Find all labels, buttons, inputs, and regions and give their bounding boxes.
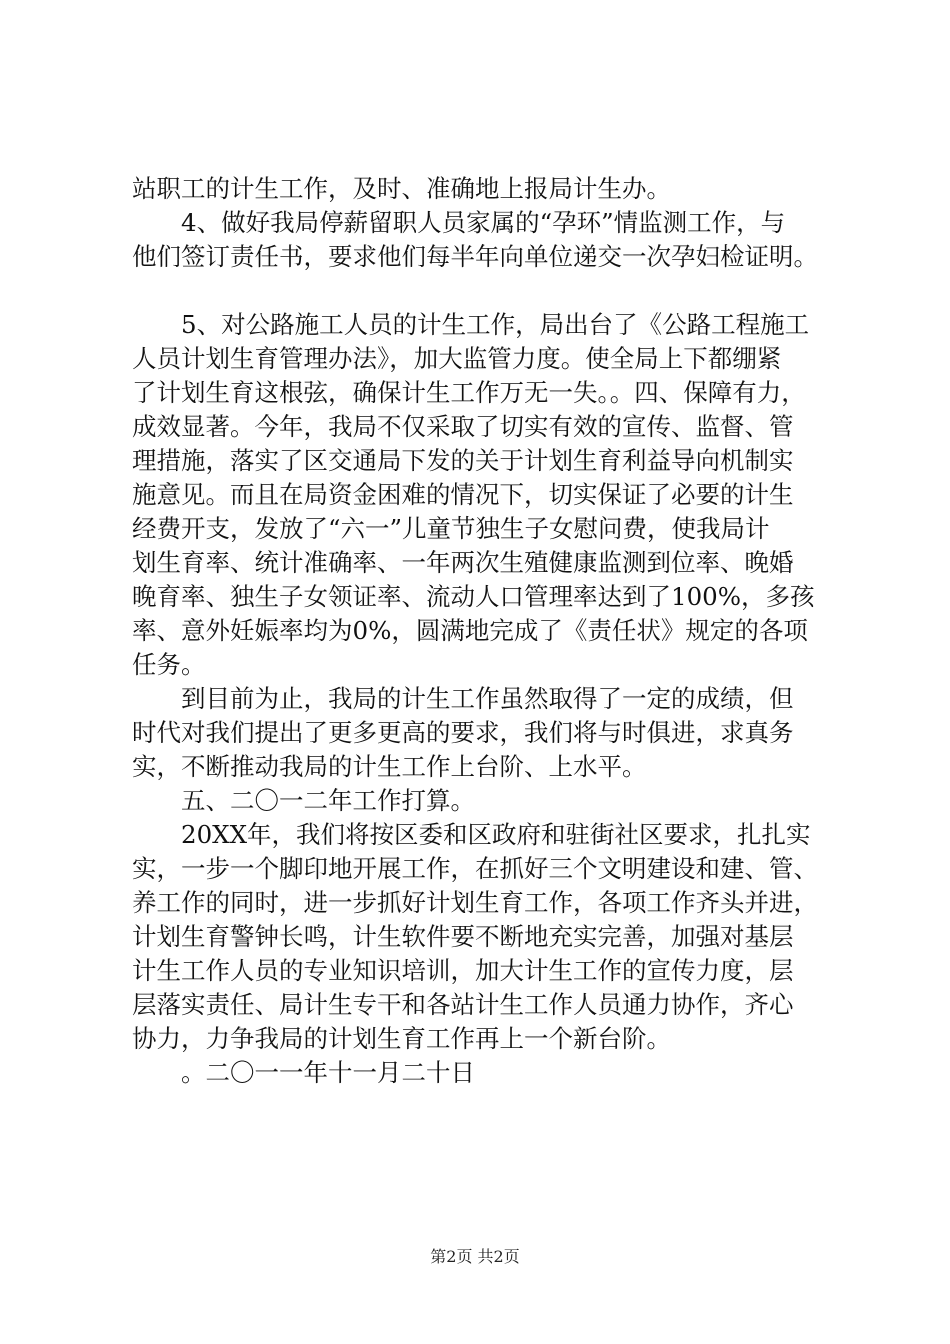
document-body bbox=[132, 172, 850, 1090]
text-line: 了计划生育这根弦，确保计生工作万无一失。。四、保障有力， bbox=[132, 378, 806, 407]
paragraph-item-4-start: 4、做好我局停薪留职人员家属的“孕环”情监测工作，与 bbox=[181, 208, 786, 237]
text-line: 任务。 bbox=[132, 650, 206, 679]
text-line: 时代对我们提出了更多更高的要求，我们将与时俱进，求真务 bbox=[132, 718, 794, 747]
text-line: 率、意外妊娠率均为0%，圆满地完成了《责任状》规定的各项 bbox=[132, 616, 808, 645]
text-line: 晚育率、独生子女领证率、流动人口管理率达到了100%，多孩 bbox=[132, 582, 815, 611]
text-line: 经费开支，发放了“六一”儿童节独生子女慰问费，使我局计 bbox=[132, 514, 770, 543]
text-line: 实，不断推动我局的计生工作上台阶、上水平。 bbox=[132, 752, 647, 781]
text-line: 成效显著。今年，我局不仅采取了切实有效的宣传、监督、管 bbox=[132, 412, 794, 441]
text-line: 站职工的计生工作，及时、准确地上报局计生办。 bbox=[132, 174, 671, 203]
section-heading-plan: 五、二〇一二年工作打算。 bbox=[181, 786, 475, 815]
document-date: 。二〇一一年十一月二十日 bbox=[181, 1058, 475, 1087]
text-line: 人员计划生育管理办法》，加大监管力度。使全局上下都绷紧 bbox=[132, 344, 782, 373]
paragraph-plan-start: 20XX年，我们将按区委和区政府和驻街社区要求，扎扎实 bbox=[181, 820, 811, 849]
text-line: 施意见。而且在局资金困难的情况下，切实保证了必要的计生 bbox=[132, 480, 794, 509]
text-line: 他们签订责任书，要求他们每半年向单位递交一次孕妇检证明。 bbox=[132, 242, 818, 271]
paragraph-summary-start: 到目前为止，我局的计生工作虽然取得了一定的成绩，但 bbox=[181, 684, 794, 713]
text-line: 协力，力争我局的计划生育工作再上一个新台阶。 bbox=[132, 1024, 671, 1053]
text-line: 计生工作人员的专业知识培训，加大计生工作的宣传力度，层 bbox=[132, 956, 794, 985]
text-line: 实，一步一个脚印地开展工作，在抓好三个文明建设和建、管、 bbox=[132, 854, 818, 883]
text-line: 养工作的同时，进一步抓好计划生育工作，各项工作齐头并进， bbox=[132, 888, 818, 917]
paragraph-gap bbox=[132, 274, 850, 308]
page-number-footer: 第2页 共2页 bbox=[430, 1247, 520, 1266]
text-line: 划生育率、统计准确率、一年两次生殖健康监测到位率、晚婚 bbox=[132, 548, 794, 577]
text-line: 计划生育警钟长鸣，计生软件要不断地充实完善，加强对基层 bbox=[132, 922, 794, 951]
text-line: 层落实责任、局计生专干和各站计生工作人员通力协作，齐心 bbox=[132, 990, 794, 1019]
text-line: 理措施，落实了区交通局下发的关于计划生育利益导向机制实 bbox=[132, 446, 794, 475]
paragraph-item-5-start: 5、对公路施工人员的计生工作，局出台了《公路工程施工 bbox=[181, 310, 810, 339]
